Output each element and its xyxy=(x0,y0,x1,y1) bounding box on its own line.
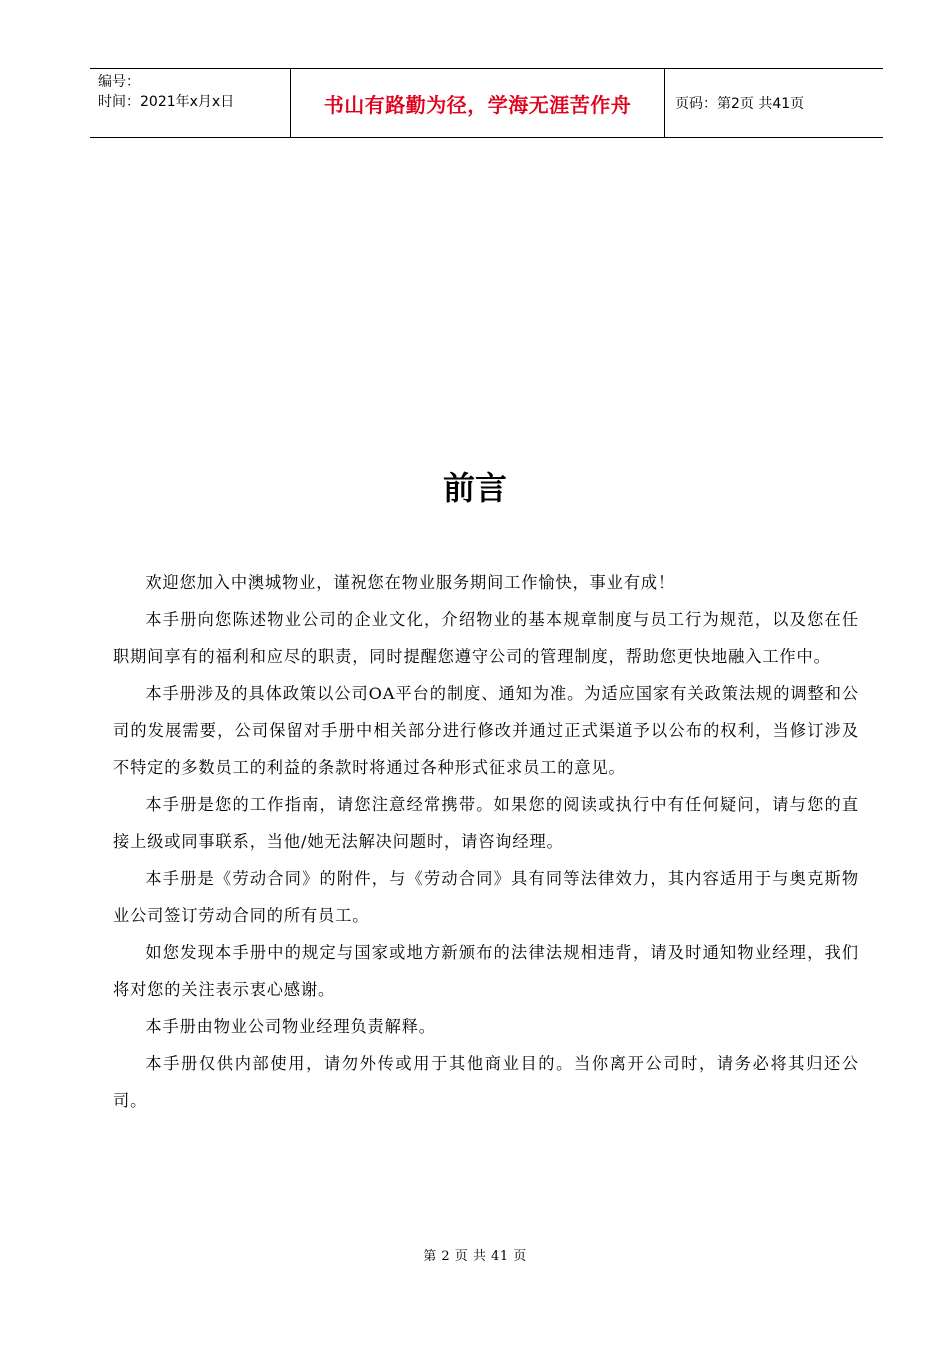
number-label: 编号： xyxy=(98,74,140,90)
time-label: 时间：2021年x月x日 xyxy=(98,94,235,110)
header-motto: 书山有路勤为径，学海无涯苦作舟 xyxy=(291,69,665,137)
page-footer-number: 第 2 页 共 41 页 xyxy=(423,1249,527,1264)
header-page-label: 页码：第2页 共41页 xyxy=(675,96,805,112)
paragraph: 欢迎您加入中澳城物业，谨祝您在物业服务期间工作愉快，事业有成！ xyxy=(145,573,676,592)
paragraph: 本手册向您陈述物业公司的企业文化，介绍物业的基本规章制度与员工行为规范，以及您在任职期间享有的福利和应尽的职责，同时提醒您遵守公司的管理制度，帮助您更快地融入工作中。 xyxy=(113,610,859,666)
paragraph: 如您发现本手册中的规定与国家或地方新颁布的法律法规相违背，请及时通知物业经理，我们将对您的关注表示衷心感谢。 xyxy=(113,943,859,999)
paragraph: 本手册涉及的具体政策以公司OA平台的制度、通知为准。为适应国家有关政策法规的调整和公司的发展需要，公司保留对手册中相关部分进行修改并通过正式渠道予以公布的权利，当修订涉及不特定的多数员工的利益的条款时将通过各种形式征求员工的意见。 xyxy=(113,684,859,777)
document-header xyxy=(90,68,883,138)
paragraph: 本手册是您的工作指南，请您注意经常携带。如果您的阅读或执行中有任何疑问，请与您的直接上级或同事联系，当他/她无法解决问题时，请咨询经理。 xyxy=(113,795,859,851)
header-meta-cell xyxy=(90,69,291,137)
paragraph: 本手册由物业公司物业经理负责解释。 xyxy=(145,1017,436,1036)
paragraph: 本手册仅供内部使用，请勿外传或用于其他商业目的。当你离开公司时，请务必将其归还公司。 xyxy=(113,1054,859,1110)
page-title: 前言 xyxy=(442,469,507,507)
body-content xyxy=(113,564,859,1119)
paragraph: 本手册是《劳动合同》的附件，与《劳动合同》具有同等法律效力，其内容适用于与奥克斯物业公司签订劳动合同的所有员工。 xyxy=(113,869,859,925)
